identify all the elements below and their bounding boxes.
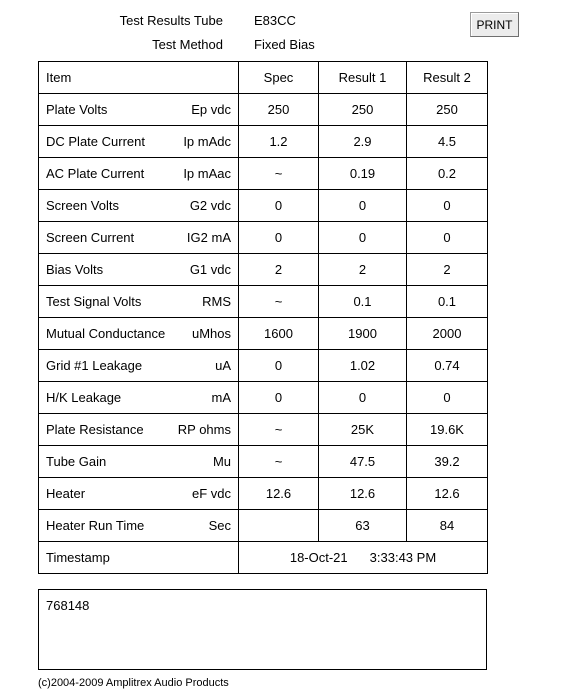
row-result-1-value: 12.6	[319, 478, 407, 510]
row-result-2-value: 0	[407, 222, 488, 254]
row-item-unit: RMS	[202, 294, 231, 309]
row-item-name: Plate Resistance	[46, 422, 144, 437]
row-item-wrapper	[46, 422, 231, 437]
row-item-name: AC Plate Current	[46, 166, 145, 181]
row-spec-value: 0	[239, 382, 319, 414]
row-item-unit: IG2 mA	[186, 230, 231, 245]
row-spec-value: 0	[239, 350, 319, 382]
row-item-name: Mutual Conductance	[46, 326, 166, 341]
row-item-unit: Sec	[208, 518, 231, 533]
row-item-wrapper	[46, 102, 231, 117]
row-item-cell	[39, 414, 239, 446]
notes-text: 768148	[46, 598, 90, 613]
row-spec-value: ~	[239, 414, 319, 446]
row-spec-value: ~	[239, 446, 319, 478]
row-item-cell	[39, 126, 239, 158]
row-result-2-value: 39.2	[407, 446, 488, 478]
row-item-name: Plate Volts	[46, 102, 108, 117]
row-result-2-value: 0.2	[407, 158, 488, 190]
column-header-result-1: Result 1	[319, 62, 407, 94]
tube-value: E83CC	[254, 13, 296, 28]
column-header-result-2: Result 2	[407, 62, 488, 94]
row-item-wrapper	[46, 198, 231, 213]
row-item-unit: Ip mAac	[183, 166, 231, 181]
table-row	[39, 350, 488, 382]
row-item-cell	[39, 254, 239, 286]
row-item-name: Bias Volts	[46, 262, 104, 277]
table-row	[39, 222, 488, 254]
copyright: (c)2004-2009 Amplitrex Audio Products	[38, 677, 229, 689]
row-result-1-value: 25K	[319, 414, 407, 446]
row-item-wrapper	[46, 262, 231, 277]
row-spec-value: 2	[239, 254, 319, 286]
row-item-wrapper	[46, 358, 231, 373]
row-item-unit: Ip mAdc	[183, 134, 231, 149]
row-item-unit: G2 vdc	[189, 198, 231, 213]
row-spec-value: 12.6	[239, 478, 319, 510]
row-result-2-value: 84	[407, 510, 488, 542]
row-item-cell	[39, 222, 239, 254]
row-result-2-value: 0	[407, 382, 488, 414]
row-item-name: Heater Run Time	[46, 518, 145, 533]
row-item-unit: Mu	[212, 454, 231, 469]
row-result-1-value: 0.1	[319, 286, 407, 318]
row-item-unit: RP ohms	[177, 422, 231, 437]
row-item-name: H/K Leakage	[46, 390, 122, 405]
print-button[interactable]: PRINT	[470, 12, 519, 37]
row-spec-value: 0	[239, 190, 319, 222]
results-body	[39, 62, 488, 574]
row-result-1-value: 1.02	[319, 350, 407, 382]
row-result-2-value: 4.5	[407, 126, 488, 158]
row-item-cell	[39, 318, 239, 350]
row-spec-value: ~	[239, 158, 319, 190]
row-item-wrapper	[46, 230, 231, 245]
table-row	[39, 382, 488, 414]
row-item-wrapper	[46, 486, 231, 501]
row-result-1-value: 0	[319, 222, 407, 254]
row-item-unit: uA	[215, 358, 231, 373]
notes-box[interactable]	[38, 589, 487, 670]
timestamp-value-cell	[239, 542, 488, 574]
row-item-name: Heater	[46, 486, 86, 501]
row-item-unit: eF vdc	[191, 486, 231, 501]
row-item-wrapper	[46, 166, 231, 181]
row-result-2-value: 19.6K	[407, 414, 488, 446]
row-result-1-value: 0	[319, 190, 407, 222]
table-row	[39, 126, 488, 158]
row-spec-value: 1.2	[239, 126, 319, 158]
row-item-cell	[39, 190, 239, 222]
row-result-1-value: 250	[319, 94, 407, 126]
row-item-wrapper	[46, 134, 231, 149]
table-row	[39, 94, 488, 126]
row-item-wrapper	[46, 454, 231, 469]
method-label: Test Method	[152, 37, 223, 52]
row-item-wrapper	[46, 518, 231, 533]
row-item-cell	[39, 478, 239, 510]
table-row	[39, 414, 488, 446]
row-item-name: Screen Volts	[46, 198, 119, 213]
row-result-2-value: 2000	[407, 318, 488, 350]
table-row	[39, 158, 488, 190]
row-result-1-value: 2	[319, 254, 407, 286]
table-row	[39, 190, 488, 222]
row-item-cell	[39, 350, 239, 382]
row-item-name: Grid #1 Leakage	[46, 358, 143, 373]
row-result-1-value: 1900	[319, 318, 407, 350]
row-item-name: Test Signal Volts	[46, 294, 142, 309]
row-item-name: Tube Gain	[46, 454, 107, 469]
row-result-1-value: 0	[319, 382, 407, 414]
column-header-item: Item	[39, 62, 239, 94]
tube-label: Test Results Tube	[119, 13, 223, 28]
row-result-2-value: 250	[407, 94, 488, 126]
results-table	[38, 61, 488, 574]
row-item-cell	[39, 382, 239, 414]
row-item-unit: uMhos	[191, 326, 231, 341]
row-result-1-value: 47.5	[319, 446, 407, 478]
timestamp-time: 3:33:43 PM	[369, 550, 437, 565]
row-item-unit: G1 vdc	[189, 262, 231, 277]
row-item-wrapper	[46, 326, 231, 341]
row-spec-value: ~	[239, 286, 319, 318]
row-item-name: Screen Current	[46, 230, 135, 245]
table-row	[39, 286, 488, 318]
row-result-1-value: 63	[319, 510, 407, 542]
table-row	[39, 254, 488, 286]
row-spec-value	[239, 510, 319, 542]
row-item-cell	[39, 94, 239, 126]
row-spec-value: 0	[239, 222, 319, 254]
row-item-wrapper	[46, 390, 231, 405]
row-item-cell	[39, 446, 239, 478]
timestamp-label: Timestamp	[39, 542, 239, 574]
row-spec-value: 250	[239, 94, 319, 126]
row-result-2-value: 2	[407, 254, 488, 286]
row-result-2-value: 12.6	[407, 478, 488, 510]
row-item-cell	[39, 286, 239, 318]
row-item-wrapper	[46, 294, 231, 309]
row-spec-value: 1600	[239, 318, 319, 350]
method-value: Fixed Bias	[254, 37, 315, 52]
row-item-cell	[39, 158, 239, 190]
row-result-1-value: 0.19	[319, 158, 407, 190]
row-item-unit: Ep vdc	[191, 102, 231, 117]
timestamp-date: 18-Oct-21	[289, 550, 348, 565]
row-result-1-value: 2.9	[319, 126, 407, 158]
row-item-unit: mA	[211, 390, 231, 405]
column-header-spec: Spec	[239, 62, 319, 94]
row-result-2-value: 0.1	[407, 286, 488, 318]
row-result-2-value: 0.74	[407, 350, 488, 382]
table-row	[39, 510, 488, 542]
table-row	[39, 446, 488, 478]
row-result-2-value: 0	[407, 190, 488, 222]
timestamp-row	[39, 542, 488, 574]
header-row	[39, 62, 488, 94]
row-item-name: DC Plate Current	[46, 134, 145, 149]
table-row	[39, 478, 488, 510]
table-row	[39, 318, 488, 350]
row-item-cell	[39, 510, 239, 542]
